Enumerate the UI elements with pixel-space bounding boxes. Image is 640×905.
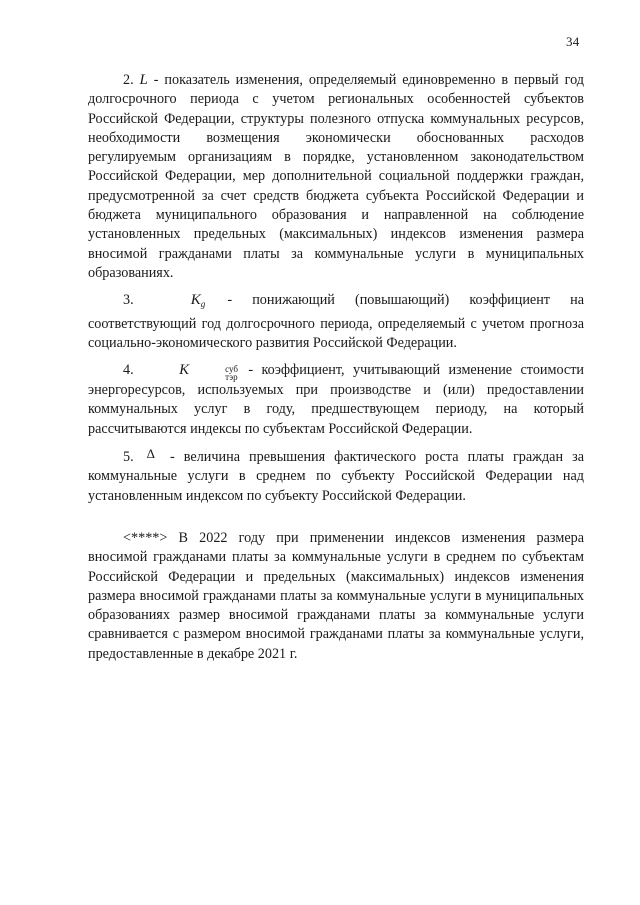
footnote-text: В 2022 году при применении индексов изменения размера вносимой гражданами платы за коммунальные услуги в среднем по субъектам Российской Федерации и предельных (максимальных) индексов изменения размера вносимой гражданами платы за коммунальные услуги в муниципальных образованиях размер вносимой гражданами платы за коммунальные услуги сравнивается с размером вносимой гражданами платы за коммунальные услуги, предоставленные в декабре 2021 г. [88,529,585,662]
item-4 [88,361,584,439]
symbol-k-sub-ter: K суб тэр [179,362,238,383]
item-text: - показатель изменения, определяемый единовременно в первый год долгосрочного периода с учетом региональных особенностей субъектов Российской Федерации, структуры полезного отпуска коммунальных ресурсов, необходимости возмещения экономически обоснованных расходов регулируемым организациям в порядке, установленном законодательством Российской Федерации, мер дополнительной социальной поддержки граждан, предусмотренной за счет средств бюджета субъекта Российской Федерации и бюджета муниципального образования и направленной на соблюдение установленных предельных (максимальных) индексов изменения размера вносимой гражданами платы за коммунальные услуги в муниципальных образованиях. [88,72,585,281]
item-text: - понижающий (повышающий) коэффициент на соответствующий год долгосрочного периода, определяемый с учетом прогноза социально-экономического развития Российской Федерации. [88,292,584,351]
symbol-kg: $K_g$ [190,292,206,310]
symbol-delta: Δ [146,446,156,462]
item-5 [88,447,584,506]
item-text: - величина превышения фактического роста платы граждан за коммунальные услуги в среднем по субъекту Российской Федерации над установленным индексом по субъекту Российской Федерации. [88,449,584,504]
footnote [88,529,584,664]
item-number: 2. [123,72,134,88]
symbol-l: L [139,72,148,88]
document-body [88,71,584,664]
item-3 [88,291,584,353]
item-number: 5. [123,449,134,466]
item-number: 3. [123,292,134,309]
item-number: 4. [123,362,134,379]
page-number: 34 [566,34,580,49]
item-2 [88,71,584,283]
item-text: - коэффициент, учитывающий изменение стоимости энергоресурсов, используемых при производстве и (или) предоставлении коммунальных услуг в году, предшествующем периоду, на который рассчитываются индексы по субъектам Российской Федерации. [88,362,585,437]
footnote-marker: <****> [123,529,168,546]
